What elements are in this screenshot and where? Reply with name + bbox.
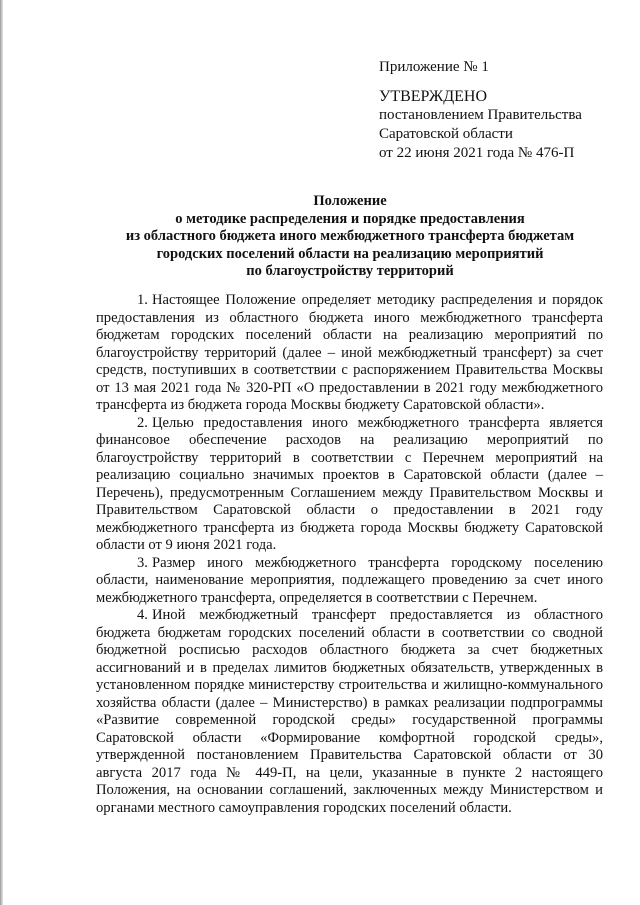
paragraph-number: 1.	[137, 292, 148, 308]
paragraph-number: 2.	[137, 414, 148, 431]
paragraph-2	[96, 415, 603, 555]
approved-by-line-2: Саратовской области	[379, 126, 513, 142]
title-line: из областного бюджета иного межбюджетного трансферта бюджетам	[125, 228, 575, 244]
paragraph-text: Размер иного межбюджетного трансферта городскому поселению области, наименование мероприятия, подлежащего проведению за счет иного межбюджетного трансферта, определяется в соответствии с Перечнем.	[96, 554, 603, 606]
appendix-label: Приложение № 1	[379, 59, 489, 75]
paragraph-number: 4.	[137, 607, 148, 623]
title-line: Положение	[313, 193, 387, 209]
document-body	[96, 292, 603, 817]
title-line: по благоустройству территорий	[246, 263, 454, 279]
approved-stamp-word: УТВЕРЖДЕНО	[379, 88, 488, 105]
paragraph-1	[96, 292, 603, 415]
approved-date: от 22 июня 2021 года № 476-П	[379, 145, 575, 161]
title-line: городских поселений области на реализацию мероприятий	[156, 245, 544, 262]
paragraph-3	[96, 555, 603, 608]
document-title	[60, 193, 640, 281]
paragraph-number: 3.	[137, 554, 148, 571]
scan-edge-shadow	[0, 0, 3, 905]
title-line: о методике распределения и порядке предоставления	[175, 210, 525, 227]
paragraph-text: Иной межбюджетный трансферт предоставляется из областного бюджета бюджетам городских поселений области в соответствии со сводной бюджетной росписью расходов областного бюджета за счет бюджетных ассигнований и в пределах лимитов бюджетных обязательств, утвержденных в установленном порядке министерству строительства и жилищно-коммунального хозяйства области (далее – Министерство) в рамках реализации подпрограммы «Развитие современной городской среды» государственной программы Саратовской области «Формирование комфортной городской среды», утвержденной постановлением Правительства Саратовской области от 30 августа 2017 года № 449-П, на цели, указанные в пункте 2 настоящего Положения, на основании соглашений, заключенных между Министерством и органами местного самоуправления городских поселений области.	[96, 607, 603, 816]
paragraph-text: Целью предоставления иного межбюджетного трансферта является финансовое обеспечение расходов на реализацию мероприятий по благоустройству территорий в соответствии с Перечнем мероприятий на реализацию социально значимых проектов в Саратовской области (далее – Перечень), предусмотренным Соглашением между Правительством Москвы и Правительством Саратовской области о предоставлении в 2021 году межбюджетного трансферта из бюджета города Москвы бюджету Саратовской области от 9 июня 2021 года.	[96, 414, 603, 553]
paragraph-text: Настоящее Положение определяет методику распределения и порядок предоставления из областного бюджета иного межбюджетного трансферта бюджетам городских поселений области на реализацию мероприятий по благоустройству территорий (далее – иной межбюджетный трансферт) за счет средств, поступивших в соответствии с распоряжением Правительства Москвы от 13 мая 2021 года № 320-РП «О предоставлении в 2021 году межбюджетного трансферта из бюджета города Москвы бюджету Саратовской области».	[96, 292, 603, 413]
paragraph-4	[96, 607, 603, 817]
approved-by-line-1: постановлением Правительства	[379, 107, 582, 123]
approval-block	[379, 58, 629, 163]
